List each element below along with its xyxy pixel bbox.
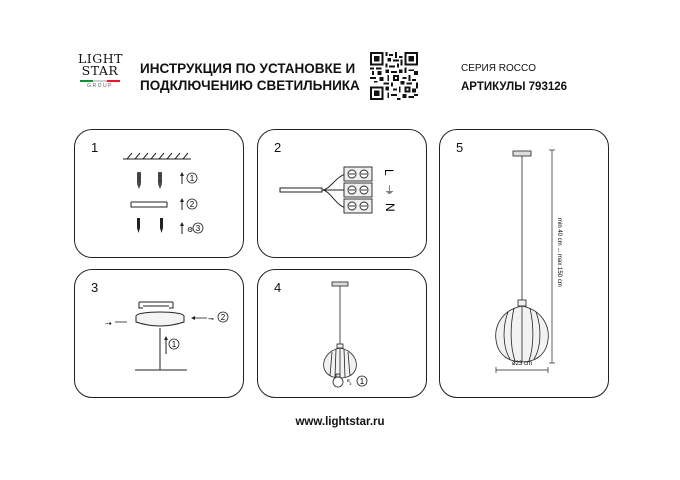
callout-1: 1: [189, 174, 195, 183]
brand-logo: [78, 53, 122, 89]
ground-icon: ⏚: [384, 185, 395, 197]
arrow-head-icon: [164, 336, 168, 340]
title-line1: ИНСТРУКЦИЯ ПО УСТАНОВКЕ И: [140, 61, 356, 76]
canopy-icon: [513, 151, 531, 156]
step-number: 2: [274, 140, 282, 155]
title-line2: ПОДКЛЮЧЕНИЮ СВЕТИЛЬНИКА: [140, 78, 360, 93]
callout-2: 2: [220, 313, 226, 322]
mounting-bracket-icon: [131, 202, 167, 207]
step-4-diagram: [258, 270, 428, 399]
terminal-block-icon: [344, 167, 372, 213]
height-label: min 40 cm ... max 150 cm: [556, 218, 562, 287]
step-2-diagram: [258, 130, 428, 259]
series-label: СЕРИЯ ROCCO: [461, 63, 536, 74]
logo-line2: STAR: [81, 63, 119, 78]
step-5-diagram: [440, 130, 610, 399]
canopy-icon: [136, 312, 184, 326]
callout-2: 2: [189, 200, 195, 209]
website-link[interactable]: www.lightstar.ru: [295, 416, 385, 428]
step-number: 1: [91, 140, 99, 155]
arrow-icon: ⤣: [347, 378, 352, 387]
step-1-diagram: [75, 130, 245, 259]
step-3-panel: [74, 269, 244, 398]
flag-green: [80, 80, 93, 82]
terminal-l-label: L: [382, 169, 396, 176]
terminal-n-label: N: [383, 203, 397, 212]
step-4-panel: [257, 269, 427, 398]
arrow-head-icon: [180, 172, 184, 176]
screwdriver-icon: ⚙: [187, 227, 194, 234]
step-3-diagram: [75, 270, 245, 399]
width-label: ø23 cm: [511, 361, 533, 367]
lamp-shade-icon: [324, 344, 357, 378]
articles-label: АРТИКУЛЫ 793126: [461, 81, 568, 93]
step-number: 4: [274, 280, 282, 295]
logo-line3: GROUP: [87, 83, 113, 89]
width-dimension: [496, 367, 548, 373]
page-title: [140, 60, 360, 94]
step-5-panel: [439, 129, 609, 398]
callout-1: 1: [359, 377, 365, 386]
screw-icon: ⇢: [105, 319, 112, 328]
height-dimension: [549, 150, 555, 363]
callout-1: 1: [171, 340, 177, 349]
step-1-panel: [74, 129, 244, 258]
ceiling-icon: [123, 153, 191, 159]
product-info: [461, 60, 567, 96]
arrow-head-icon: [180, 198, 184, 202]
qr-code-icon: [370, 52, 418, 100]
canopy-icon: [332, 282, 348, 286]
logo-flag-bar: [80, 80, 120, 82]
flag-white: [93, 80, 106, 82]
arrow-head-icon: [191, 316, 195, 320]
flag-red: [107, 80, 120, 82]
step-number: 5: [456, 140, 464, 155]
screw-icon: [137, 218, 163, 233]
step-2-panel: [257, 129, 427, 258]
mounting-bracket-icon: [139, 302, 173, 308]
cable-icon: [280, 174, 346, 208]
wall-plug-icon: [137, 172, 162, 189]
arrow-head-icon: [180, 222, 184, 226]
lamp-shade-icon: [496, 300, 549, 362]
callout-3: 3: [195, 224, 201, 233]
logo-line1: LIGHT: [78, 51, 123, 66]
screw-icon: ⊸: [208, 316, 214, 323]
step-number: 3: [91, 280, 99, 295]
